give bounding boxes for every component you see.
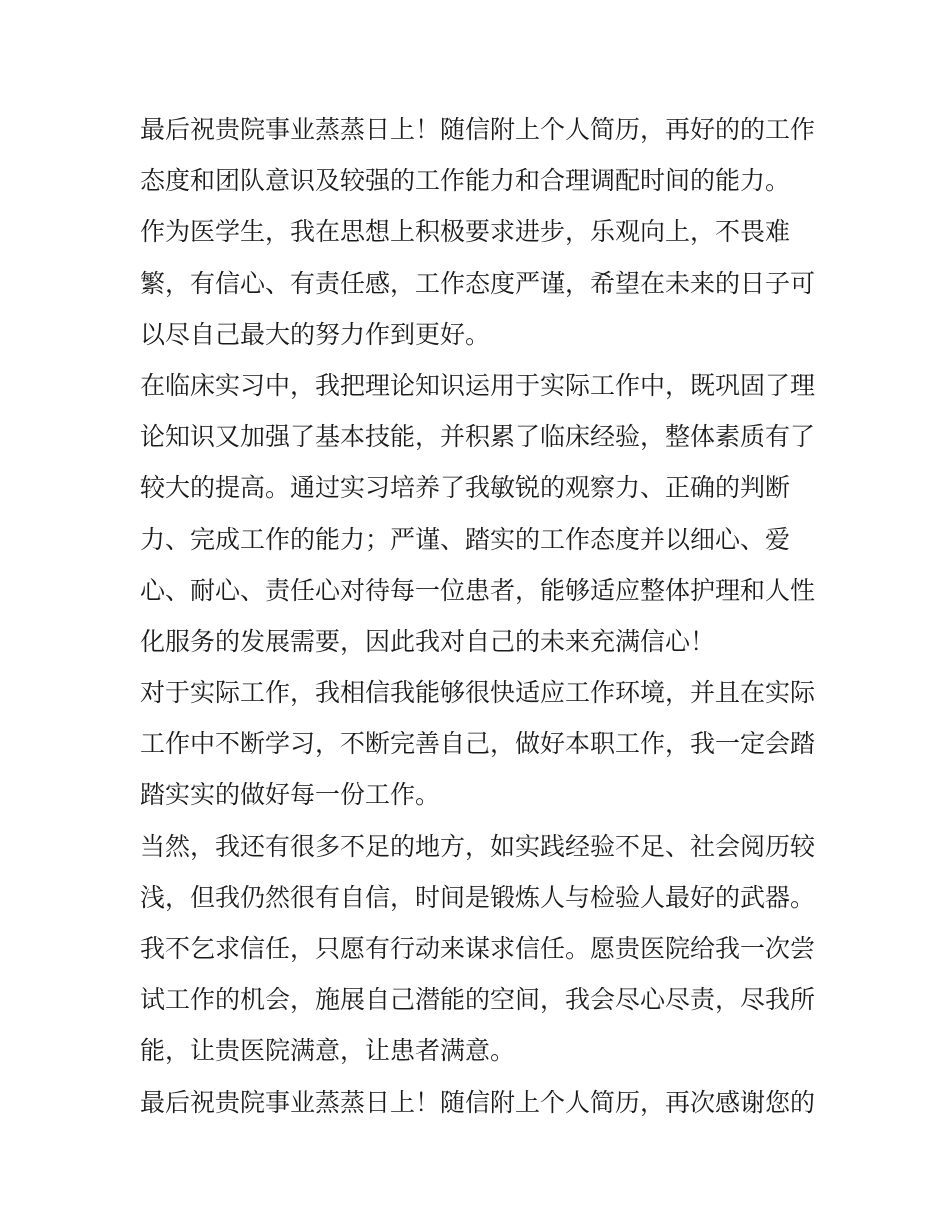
text-line: 繁，有信心、有责任感，工作态度严谨，希望在未来的日子可 — [140, 268, 816, 298]
text-line: 作为医学生，我在思想上积极要求进步，乐观向上，不畏难 — [140, 217, 791, 247]
text-line: 对于实际工作，我相信我能够很快适应工作环境，并且在实际 — [140, 678, 816, 708]
text-line: 化服务的发展需要，因此我对自己的未来充满信心！ — [140, 626, 716, 656]
text-line: 踏实实的做好每一份工作。 — [140, 780, 441, 810]
text-line: 试工作的机会，施展自己潜能的空间，我会尽心尽责，尽我所 — [140, 985, 816, 1015]
text-line: 较大的提高。通过实习培养了我敏锐的观察力、正确的判断 — [140, 473, 791, 503]
text-line: 在临床实习中，我把理论知识运用于实际工作中，既巩固了理 — [140, 370, 816, 400]
text-line: 最后祝贵院事业蒸蒸日上！随信附上个人简历，再次感谢您的 — [140, 1087, 816, 1117]
text-line: 浅，但我仍然很有自信，时间是锻炼人与检验人最好的武器。 — [140, 882, 816, 912]
text-line: 态度和团队意识及较强的工作能力和合理调配时间的能力。 — [140, 166, 791, 196]
text-line: 我不乞求信任，只愿有行动来谋求信任。愿贵医院给我一次尝 — [140, 934, 816, 963]
text-line: 论知识又加强了基本技能，并积累了临床经验，整体素质有了 — [140, 422, 816, 452]
document-body — [140, 104, 820, 1128]
text-line: 能，让贵医院满意，让患者满意。 — [140, 1036, 516, 1066]
text-line: 力、完成工作的能力；严谨、踏实的工作态度并以细心、爱 — [140, 524, 791, 554]
text-line: 当然，我还有很多不足的地方，如实践经验不足、社会阅历较 — [140, 831, 816, 861]
text-line: 心、耐心、责任心对待每一位患者，能够适应整体护理和人性 — [140, 575, 816, 605]
text-line: 最后祝贵院事业蒸蒸日上！随信附上个人简历，再好的的工作 — [140, 115, 816, 144]
text-line: 以尽自己最大的努力作到更好。 — [140, 319, 491, 349]
text-line: 工作中不断学习，不断完善自己，做好本职工作，我一定会踏 — [140, 729, 816, 759]
